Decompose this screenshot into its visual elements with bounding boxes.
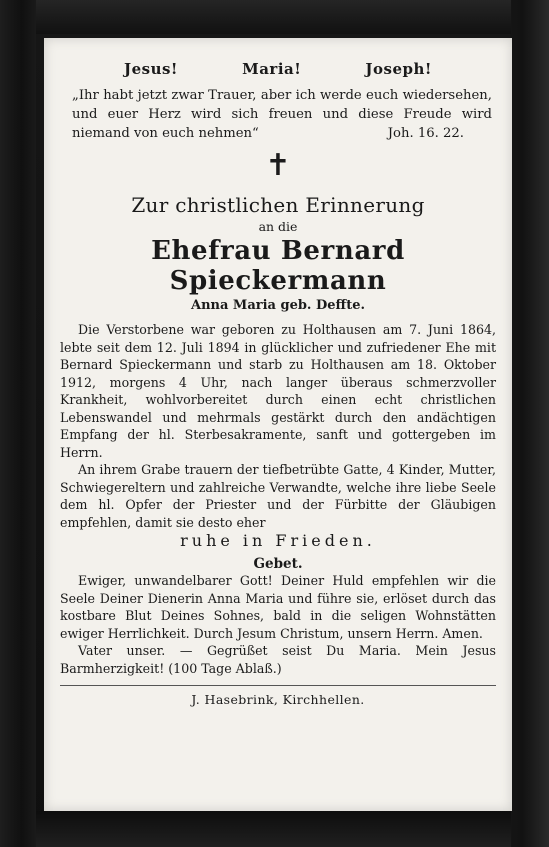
prayer-title: Gebet.: [253, 556, 303, 572]
name-joseph: Joseph!: [365, 60, 432, 78]
bible-verse: [60, 86, 496, 143]
cross-icon: ✝: [265, 148, 291, 183]
border-bottom: [0, 811, 549, 847]
prayer-paragraph-2: Vater unser. — Gegrüßet seist Du Maria. Mein Jesus Barmherzigkeit! (100 Tage Ablaß.): [60, 643, 496, 676]
name-maria: Maria!: [242, 60, 302, 78]
prayer-paragraph-1: Ewiger, unwandelbarer Gott! Deiner Huld empfehlen wir die Seele Deiner Dienerin Anna Maria und führe sie, erlöset durch das kostbare Blut Deines Sohnes, bald in die seligen Wohnstätten ewiger Herrlichkeit. Durch Jesum Christum, unsern Herrn. Amen.: [60, 573, 496, 641]
obituary-paragraph-1: Die Verstorbene war geboren zu Holthausen am 7. Juni 1864, lebte seit dem 12. Juli 1894 in glücklicher und zufriedener Ehe mit Bernard Spieckermann und starb zu Holthausen am 18. Oktober 1912, morgens 4 Uhr, nach langer überaus schmerzvoller Krankheit, wohlvorbereitet durch einen echt christlichen Lebenswandel und mehrmals gestärkt durch den andächtigen Empfang der hl. Sterbesakramente, sanft und gottergeben im Herrn.: [60, 322, 496, 460]
obituary-text: [60, 321, 496, 531]
verse-text: „Ihr habt jetzt zwar Trauer, aber ich werde euch wiedersehen, und euer Herz wird sich freuen und diese Freude wird niemand von euch nehmen“: [72, 88, 492, 141]
name-jesus: Jesus!: [124, 60, 179, 78]
verse-reference: Joh. 16. 22.: [387, 126, 464, 141]
memorial-title: Zur christlichen Erinnerung: [131, 193, 425, 217]
holy-names: [60, 60, 496, 78]
border-left: [0, 0, 36, 847]
maiden-name: Anna Maria geb. Deffte.: [190, 298, 365, 313]
memorial-an-die: an die: [258, 219, 298, 234]
border-top: [0, 0, 549, 34]
obituary-paragraph-2: An ihrem Grabe trauern der tiefbetrübte Gatte, 4 Kinder, Mutter, Schwiegereltern und zahlreiche Verwandte, welche ihre liebe Seele dem hl. Opfer der Priester und der Fürbitte der Gläubigen empfehlen, damit sie desto eher: [60, 462, 496, 530]
divider: [60, 685, 496, 686]
prayer-text: [60, 572, 496, 677]
card-content: [60, 60, 496, 707]
rest-in-peace: ruhe in Frieden.: [180, 531, 376, 550]
border-right: [511, 0, 549, 847]
deceased-name: Ehefrau Bernard Spieckermann: [151, 236, 405, 296]
printer-credit: J. Hasebrink, Kirchhellen.: [191, 692, 365, 707]
